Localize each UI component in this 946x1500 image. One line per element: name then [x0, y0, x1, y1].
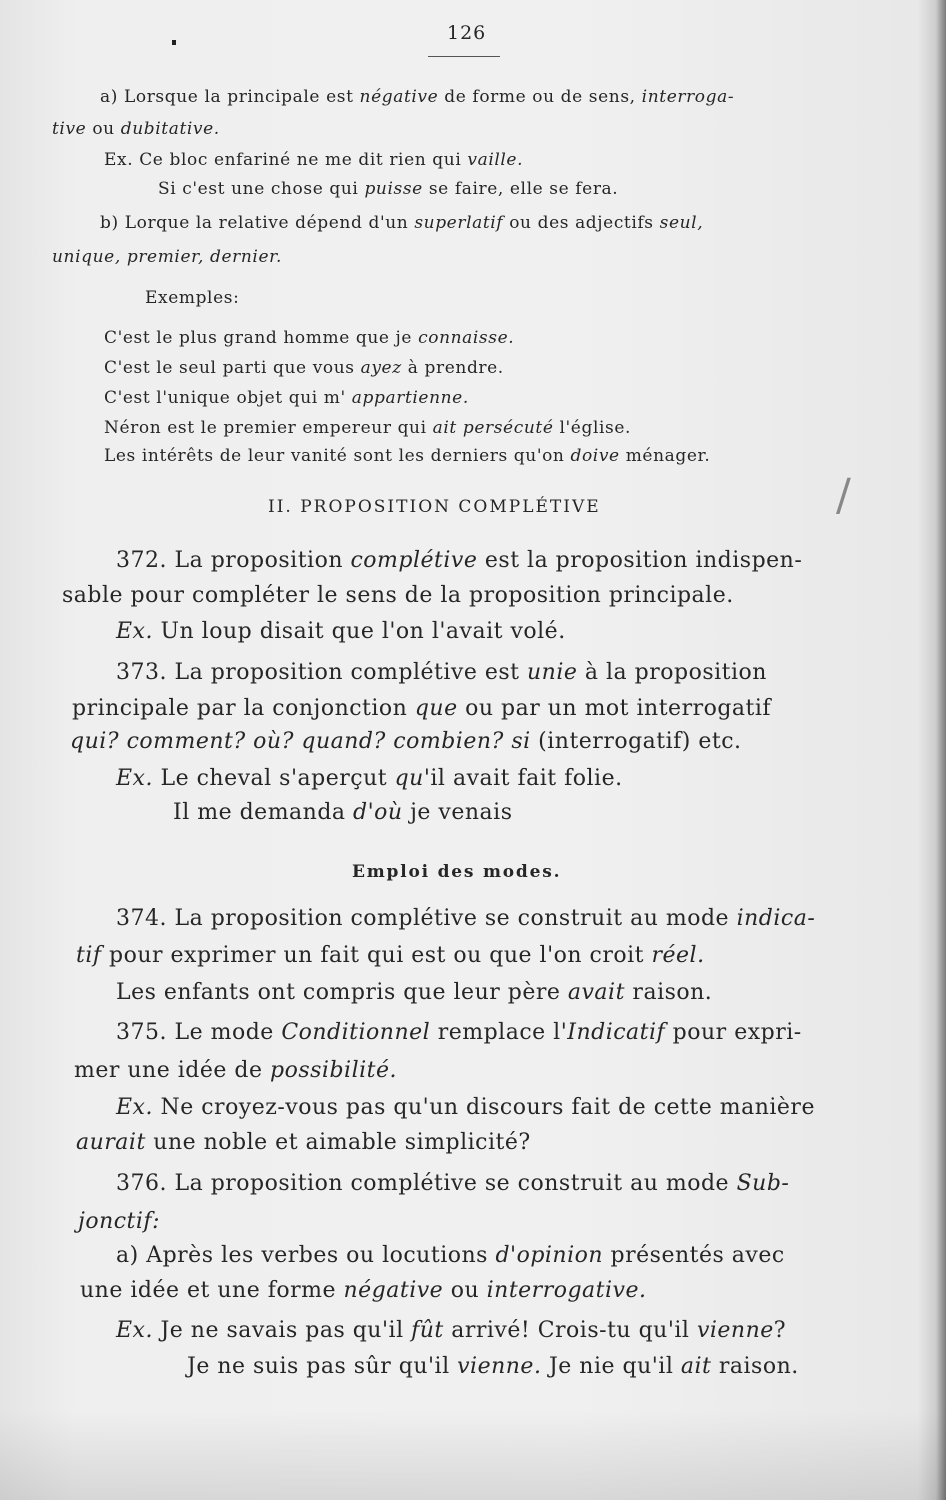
text-segment: C'est l'unique objet qui m' [104, 388, 352, 408]
text-segment: ou par un mot interrogatif [457, 696, 772, 721]
italic-text: doive [570, 446, 620, 466]
italic-text: Ex. [116, 1318, 153, 1343]
text-line [116, 906, 815, 931]
text-segment: ménager. [619, 446, 711, 466]
text-segment: une noble et aimable simplicité? [145, 1130, 531, 1155]
text-segment: je venais [402, 800, 513, 825]
italic-text: Indicatif [567, 1020, 666, 1045]
italic-text: aurait [76, 1130, 146, 1155]
subsection-heading [352, 862, 561, 882]
italic-text: négative [359, 87, 439, 107]
text-segment: (interrogatif) etc. [530, 729, 742, 754]
text-segment: ou [443, 1278, 487, 1303]
italic-text: interroga- [641, 87, 735, 107]
text-segment: Emploi des modes. [352, 862, 562, 882]
text-segment: pour exprimer un fait qui est ou que l'on croit [101, 943, 652, 968]
italic-text: connaisse. [418, 328, 515, 348]
text-segment: présentés avec [603, 1243, 785, 1268]
italic-text: superlatif [414, 213, 504, 233]
text-segment: principale par la conjonction [72, 696, 415, 721]
text-line [52, 119, 220, 139]
italic-text: vienne [696, 1318, 774, 1343]
text-line [70, 729, 742, 754]
text-line [116, 660, 767, 685]
text-line [116, 1095, 815, 1120]
text-segment: ? [773, 1318, 787, 1343]
italic-text: réel. [651, 943, 705, 968]
text-line [52, 247, 282, 267]
text-line [116, 548, 802, 573]
text-segment: de forme ou de sens, [438, 87, 642, 107]
text-line [100, 213, 703, 233]
text-line [74, 1058, 397, 1083]
text-segment: mer une idée de [74, 1058, 270, 1083]
pencil-mark: / [836, 470, 851, 521]
text-line [104, 358, 504, 378]
page-bottom-shadow [0, 1410, 946, 1500]
text-line [76, 1130, 531, 1155]
text-segment: arrivé! Crois-tu qu'il [443, 1318, 697, 1343]
italic-text: qui? comment? où? quand? combien? si [70, 729, 531, 754]
italic-text: d'où [353, 800, 403, 825]
text-segment: à prendre. [401, 358, 504, 378]
text-segment: est la proposition indispen- [477, 548, 803, 573]
text-segment: Les enfants ont compris que leur père [116, 980, 568, 1005]
text-line [104, 388, 469, 408]
italic-text: Sub- [736, 1171, 790, 1196]
text-line [104, 150, 523, 170]
text-line [187, 1354, 799, 1379]
text-line [104, 328, 514, 348]
text-segment: Je ne suis pas sûr qu'il [187, 1354, 458, 1379]
text-segment: l'église. [553, 418, 632, 438]
text-segment: à la proposition [577, 660, 767, 685]
text-line [116, 1171, 789, 1196]
text-segment: Les intérêts de leur vanité sont les derniers qu'on [104, 446, 571, 466]
text-segment: II. PROPOSITION COMPLÉTIVE [268, 497, 601, 517]
text-segment: 376. La proposition complétive se construit au mode [116, 1171, 737, 1196]
text-segment: 373. La proposition complétive est [116, 660, 528, 685]
italic-text: jonctif: [78, 1209, 160, 1234]
text-segment: Exemples: [145, 288, 240, 308]
italic-text: que [414, 696, 458, 721]
text-line [116, 619, 566, 644]
text-segment: Si c'est une chose qui [158, 179, 365, 199]
italic-text: Ex. [116, 1095, 153, 1120]
text-segment: b) Lorque la relative dépend d'un [100, 213, 415, 233]
text-segment: ou des adjectifs [503, 213, 660, 233]
text-line [100, 87, 734, 107]
italic-text: fût [411, 1318, 444, 1343]
text-line [76, 943, 705, 968]
italic-text: avait [567, 980, 625, 1005]
text-segment: Néron est le premier empereur qui [104, 418, 433, 438]
text-segment: a) Lorsque la principale est [100, 87, 360, 107]
italic-text: interrogative. [486, 1278, 647, 1303]
text-segment: Je nie qu'il [541, 1354, 681, 1379]
text-line [145, 288, 239, 308]
text-segment: il avait fait folie. [430, 766, 623, 791]
italic-text: tive [52, 119, 87, 139]
text-segment: C'est le plus grand homme que je [104, 328, 419, 348]
text-segment: a) Après les verbes ou locutions [116, 1243, 496, 1268]
text-segment: raison. [711, 1354, 799, 1379]
text-line [104, 446, 710, 466]
italic-text: vienne. [457, 1354, 542, 1379]
italic-text: dubitative. [120, 119, 220, 139]
italic-text: ait persécuté [432, 418, 554, 438]
text-segment: remplace l' [430, 1020, 568, 1045]
italic-text: ait [680, 1354, 712, 1379]
italic-text: appartienne. [351, 388, 469, 408]
italic-text: négative [343, 1278, 444, 1303]
printer-mark [172, 40, 176, 45]
text-line [173, 800, 512, 825]
italic-text: Conditionnel [281, 1020, 431, 1045]
text-line [78, 1209, 160, 1234]
text-segment: Un loup disait que l'on l'avait volé. [152, 619, 566, 644]
italic-text: puisse [364, 179, 423, 199]
page-number: 126 [447, 22, 487, 44]
section-heading [268, 497, 601, 517]
text-line [158, 179, 618, 199]
italic-text: Ex. [116, 766, 153, 791]
italic-text: qu' [394, 766, 431, 791]
text-segment: 372. La proposition [116, 548, 351, 573]
italic-text: seul, [659, 213, 704, 233]
text-segment: 375. Le mode [116, 1020, 282, 1045]
text-segment: ou [86, 119, 121, 139]
text-segment: C'est le seul parti que vous [104, 358, 361, 378]
text-line [116, 1020, 802, 1045]
page-number-rule [428, 56, 500, 57]
italic-text: Ex. [116, 619, 153, 644]
text-segment: Je ne savais pas qu'il [152, 1318, 412, 1343]
italic-text: indica- [736, 906, 816, 931]
italic-text: ayez [360, 358, 402, 378]
text-line [116, 980, 712, 1005]
text-segment: Ex. Ce bloc enfariné ne me dit rien qui [104, 150, 468, 170]
text-line [72, 696, 771, 721]
text-line [116, 1318, 786, 1343]
text-line [116, 1243, 785, 1268]
text-line [80, 1278, 646, 1303]
text-segment: 374. La proposition complétive se construit au mode [116, 906, 737, 931]
text-segment: sable pour compléter le sens de la proposition principale. [62, 583, 734, 608]
italic-text: unie [527, 660, 578, 685]
text-segment: une idée et une forme [80, 1278, 344, 1303]
italic-text: vaille. [467, 150, 524, 170]
text-segment: Il me demanda [173, 800, 354, 825]
text-segment: Ne croyez-vous pas qu'un discours fait de cette manière [152, 1095, 815, 1120]
italic-text: d'opinion [495, 1243, 604, 1268]
italic-text: unique, premier, dernier. [52, 247, 282, 267]
text-segment: pour expri- [665, 1020, 802, 1045]
text-line [116, 766, 623, 791]
text-line [104, 418, 631, 438]
text-segment: se faire, elle se fera. [422, 179, 619, 199]
text-segment: raison. [624, 980, 713, 1005]
page-edge-shadow [936, 0, 946, 1500]
text-segment: Le cheval s'aperçut [152, 766, 395, 791]
italic-text: complétive [350, 548, 478, 573]
italic-text: tif [76, 943, 102, 968]
text-line [62, 583, 734, 608]
italic-text: possibilité. [270, 1058, 397, 1083]
